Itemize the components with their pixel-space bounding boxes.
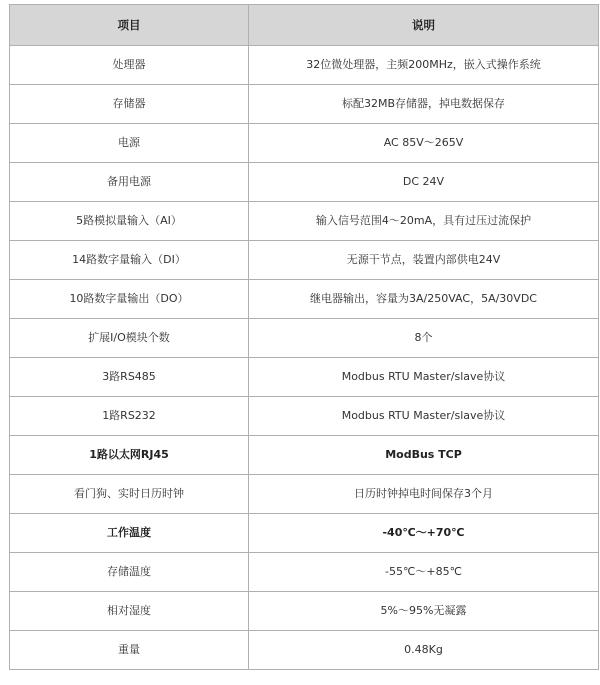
spec-table xyxy=(9,4,599,670)
description-cell: 5%～95%无凝露 xyxy=(249,592,599,631)
description-cell: 8个 xyxy=(249,319,599,358)
header-row xyxy=(10,5,599,46)
item-cell: 存储温度 xyxy=(10,553,249,592)
table-row xyxy=(10,631,599,670)
item-cell: 存储器 xyxy=(10,85,249,124)
item-cell: 看门狗、实时日历时钟 xyxy=(10,475,249,514)
item-cell: 电源 xyxy=(10,124,249,163)
description-cell: -40℃～+70℃ xyxy=(249,514,599,553)
description-cell: 标配32MB存储器，掉电数据保存 xyxy=(249,85,599,124)
item-cell: 1路以太网RJ45 xyxy=(10,436,249,475)
description-cell: 日历时钟掉电时间保存3个月 xyxy=(249,475,599,514)
description-cell: 继电器输出，容量为3A/250VAC，5A/30VDC xyxy=(249,280,599,319)
table-row xyxy=(10,163,599,202)
description-cell: -55℃～+85℃ xyxy=(249,553,599,592)
table-row xyxy=(10,319,599,358)
table-row xyxy=(10,358,599,397)
table-row xyxy=(10,592,599,631)
item-cell: 工作温度 xyxy=(10,514,249,553)
table-row xyxy=(10,514,599,553)
item-cell: 10路数字量输出（DO） xyxy=(10,280,249,319)
table-row xyxy=(10,475,599,514)
description-cell: Modbus RTU Master/slave协议 xyxy=(249,358,599,397)
item-cell: 扩展I/O模块个数 xyxy=(10,319,249,358)
table-row xyxy=(10,85,599,124)
description-cell: 32位微处理器，主频200MHz，嵌入式操作系统 xyxy=(249,46,599,85)
description-cell: AC 85V～265V xyxy=(249,124,599,163)
item-cell: 5路模拟量输入（AI） xyxy=(10,202,249,241)
table-row xyxy=(10,241,599,280)
column-header-description: 说明 xyxy=(249,5,599,46)
table-row xyxy=(10,202,599,241)
table-row xyxy=(10,553,599,592)
table-row xyxy=(10,436,599,475)
table-row xyxy=(10,280,599,319)
item-cell: 重量 xyxy=(10,631,249,670)
description-cell: 无源干节点，装置内部供电24V xyxy=(249,241,599,280)
item-cell: 3路RS485 xyxy=(10,358,249,397)
item-cell: 备用电源 xyxy=(10,163,249,202)
description-cell: DC 24V xyxy=(249,163,599,202)
table-row xyxy=(10,46,599,85)
description-cell: Modbus RTU Master/slave协议 xyxy=(249,397,599,436)
item-cell: 处理器 xyxy=(10,46,249,85)
item-cell: 14路数字量输入（DI） xyxy=(10,241,249,280)
description-cell: 0.48Kg xyxy=(249,631,599,670)
table-row xyxy=(10,124,599,163)
description-cell: ModBus TCP xyxy=(249,436,599,475)
item-cell: 相对湿度 xyxy=(10,592,249,631)
item-cell: 1路RS232 xyxy=(10,397,249,436)
column-header-item: 项目 xyxy=(10,5,249,46)
description-cell: 输入信号范围4～20mA，具有过压过流保护 xyxy=(249,202,599,241)
table-row xyxy=(10,397,599,436)
